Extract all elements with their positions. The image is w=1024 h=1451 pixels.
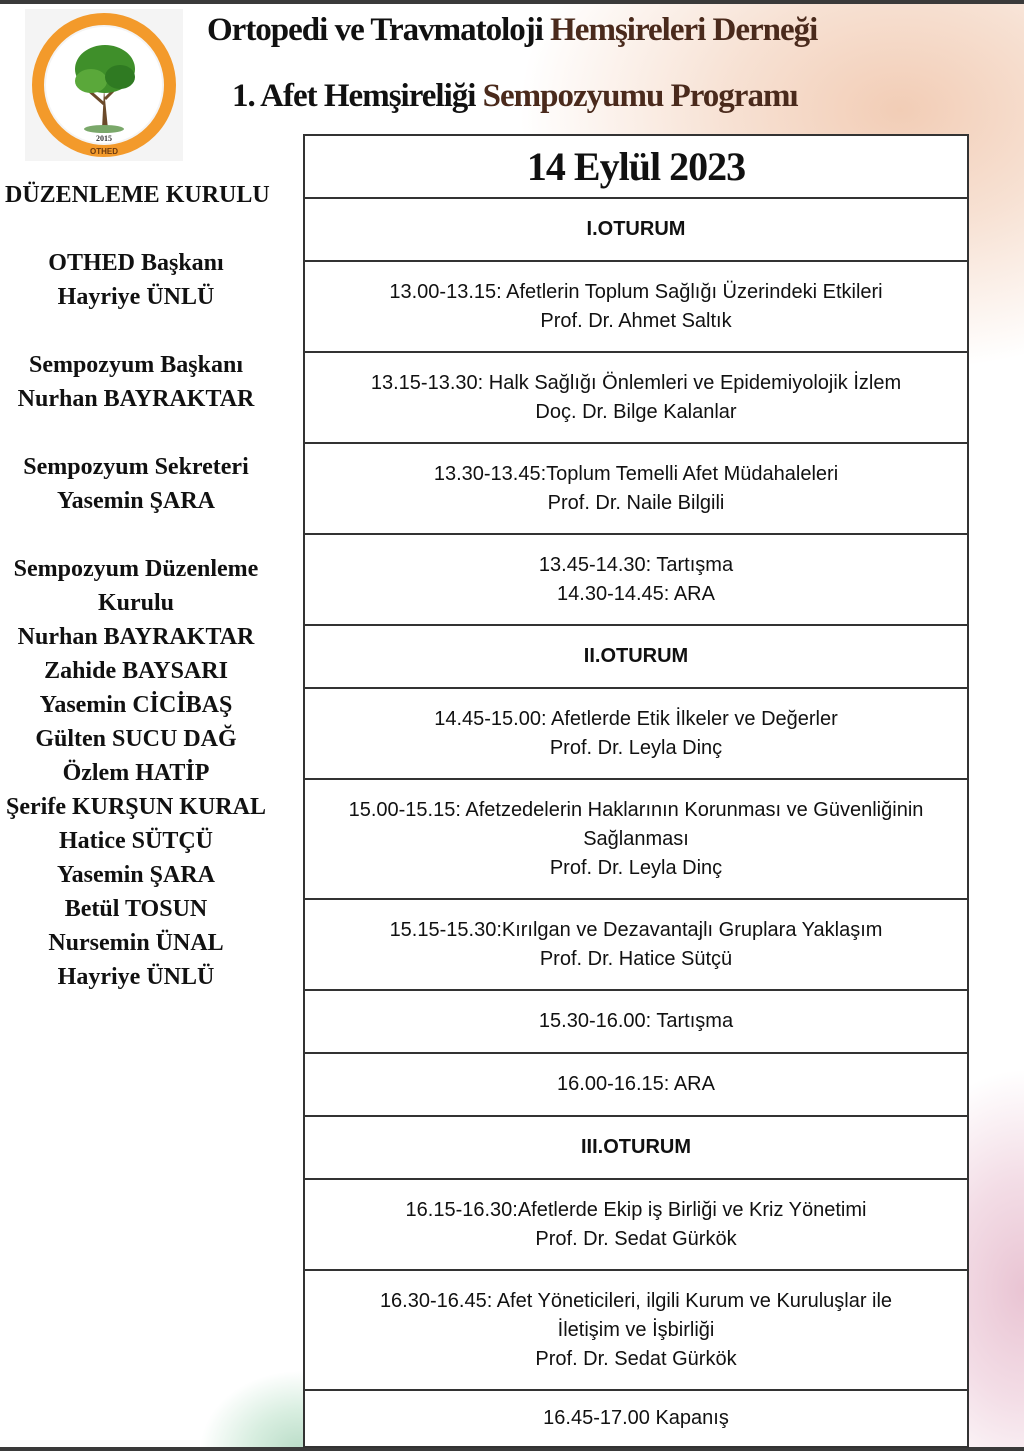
- program-row: [304, 1390, 968, 1447]
- session-heading: [304, 198, 968, 261]
- committee-name: Betül TOSUN: [64, 896, 208, 922]
- page-title-program: [232, 78, 798, 115]
- program-line: Prof. Dr. Sedat Gürkök: [535, 1227, 737, 1250]
- program-line: Prof. Dr. Leyla Dinç: [549, 736, 723, 759]
- program-line: 16.00-16.15: ARA: [557, 1073, 715, 1095]
- committee-heading: DÜZENLEME KURULU: [5, 182, 270, 208]
- program-row: [304, 990, 968, 1053]
- committee-group: [0, 552, 272, 994]
- program-line: Prof. Dr. Ahmet Saltık: [540, 309, 732, 332]
- program-row: [304, 1179, 968, 1270]
- program-line: 13.15-13.30: Halk Sağlığı Önlemleri ve Epidemiyolojik İzlem: [370, 371, 902, 394]
- program-line: Doç. Dr. Bilge Kalanlar: [535, 400, 737, 423]
- title-part: Sempozyumu Programı: [482, 78, 798, 114]
- program-item: [304, 1053, 968, 1116]
- program-line: I.OTURUM: [586, 218, 686, 240]
- tree-logo-icon: [25, 9, 183, 161]
- program-row: [304, 534, 968, 625]
- program-line: İletişim ve İşbirliği: [557, 1318, 715, 1341]
- program-row: [304, 352, 968, 443]
- program-line: 13.30-13.45:Toplum Temelli Afet Müdahaleleri: [433, 462, 839, 485]
- committee-name: Nurhan BAYRAKTAR: [17, 624, 255, 650]
- svg-text:2015: 2015: [96, 134, 112, 143]
- committee-name: Yasemin ŞARA: [56, 488, 215, 514]
- program-line: Prof. Dr. Hatice Sütçü: [539, 947, 733, 970]
- committee-name: Hatice SÜTÇÜ: [59, 828, 213, 854]
- committee-name: Nursemin ÜNAL: [48, 930, 224, 956]
- program-item: [304, 779, 968, 899]
- svg-text:OTHED: OTHED: [90, 147, 118, 156]
- program-line: 13.45-14.30: Tartışma: [538, 553, 734, 576]
- program-line: Sağlanması: [583, 827, 689, 850]
- program-line: 16.30-16.45: Afet Yöneticileri, ilgili Kurum ve Kuruluşlar ile: [379, 1289, 893, 1312]
- committee-group: [0, 246, 272, 314]
- program-table: [303, 134, 969, 1448]
- program-item: [304, 534, 968, 625]
- program-row: [304, 1270, 968, 1390]
- program-item: [304, 1390, 968, 1447]
- program-line: II.OTURUM: [583, 645, 689, 667]
- committee-group: [0, 450, 272, 518]
- program-row: [304, 899, 968, 990]
- title-part: Hemşireleri Derneği: [550, 12, 818, 48]
- committee-name: Hayriye ÜNLÜ: [57, 964, 215, 990]
- program-item: [304, 352, 968, 443]
- committee-name: Zahide BAYSARI: [44, 658, 228, 684]
- session-heading: [304, 625, 968, 688]
- program-item: [304, 990, 968, 1053]
- program-line: 14.45-15.00: Afetlerde Etik İlkeler ve Değerler: [434, 707, 838, 730]
- program-line: 15.30-16.00: Tartışma: [538, 1010, 734, 1032]
- program-row: [304, 198, 968, 261]
- program-line: Prof. Dr. Sedat Gürkök: [535, 1347, 737, 1370]
- committee-name: Hayriye ÜNLÜ: [57, 284, 215, 310]
- program-line: Prof. Dr. Leyla Dinç: [549, 856, 723, 879]
- program-line: 16.15-16.30:Afetlerde Ekip iş Birliği ve Kriz Yönetimi: [405, 1198, 867, 1221]
- program-date: 14 Eylül 2023: [304, 135, 968, 198]
- page-title-association: [207, 12, 817, 49]
- program-line: 14.30-14.45: ARA: [557, 582, 715, 605]
- program-line: 16.45-17.00 Kapanış: [543, 1407, 729, 1429]
- program-line: III.OTURUM: [581, 1136, 691, 1158]
- committee-role: OTHED Başkanı: [48, 250, 224, 276]
- program-item: [304, 688, 968, 779]
- program-item: [304, 899, 968, 990]
- program-line: 13.00-13.15: Afetlerin Toplum Sağlığı Üzerindeki Etkileri: [389, 280, 883, 303]
- program-row: [304, 1053, 968, 1116]
- program-row: [304, 443, 968, 534]
- program-row: [304, 688, 968, 779]
- committee-name: Gülten SUCU DAĞ: [35, 726, 237, 752]
- program-line: 15.15-15.30:Kırılgan ve Dezavantajlı Gruplara Yaklaşım: [389, 918, 883, 941]
- program-item: [304, 443, 968, 534]
- committee-name: Şerife KURŞUN KURAL: [6, 794, 266, 820]
- committee-name: Yasemin CİCİBAŞ: [39, 692, 233, 718]
- program-row: [304, 625, 968, 688]
- program-line: Prof. Dr. Naile Bilgili: [547, 491, 725, 514]
- session-heading: [304, 1116, 968, 1179]
- program-row: [304, 779, 968, 899]
- committee-name: Yasemin ŞARA: [56, 862, 215, 888]
- committee-role: Sempozyum Düzenleme Kurulu: [13, 556, 259, 616]
- committee-name: Özlem HATİP: [62, 760, 210, 786]
- committee-name: Nurhan BAYRAKTAR: [17, 386, 255, 412]
- program-row: [304, 1116, 968, 1179]
- committee-role: Sempozyum Başkanı: [28, 352, 244, 378]
- committee-group: [0, 348, 272, 416]
- program-item: [304, 261, 968, 352]
- program-line: 15.00-15.15: Afetzedelerin Haklarının Korunması ve Güvenliğinin: [348, 798, 924, 821]
- othed-logo: [25, 9, 183, 161]
- committee-role: Sempozyum Sekreteri: [23, 454, 249, 480]
- title-part: 1. Afet Hemşireliği: [232, 78, 476, 114]
- title-part: Ortopedi ve Travmatoloji: [207, 12, 543, 48]
- program-row: [304, 261, 968, 352]
- program-item: [304, 1179, 968, 1270]
- program-item: [304, 1270, 968, 1390]
